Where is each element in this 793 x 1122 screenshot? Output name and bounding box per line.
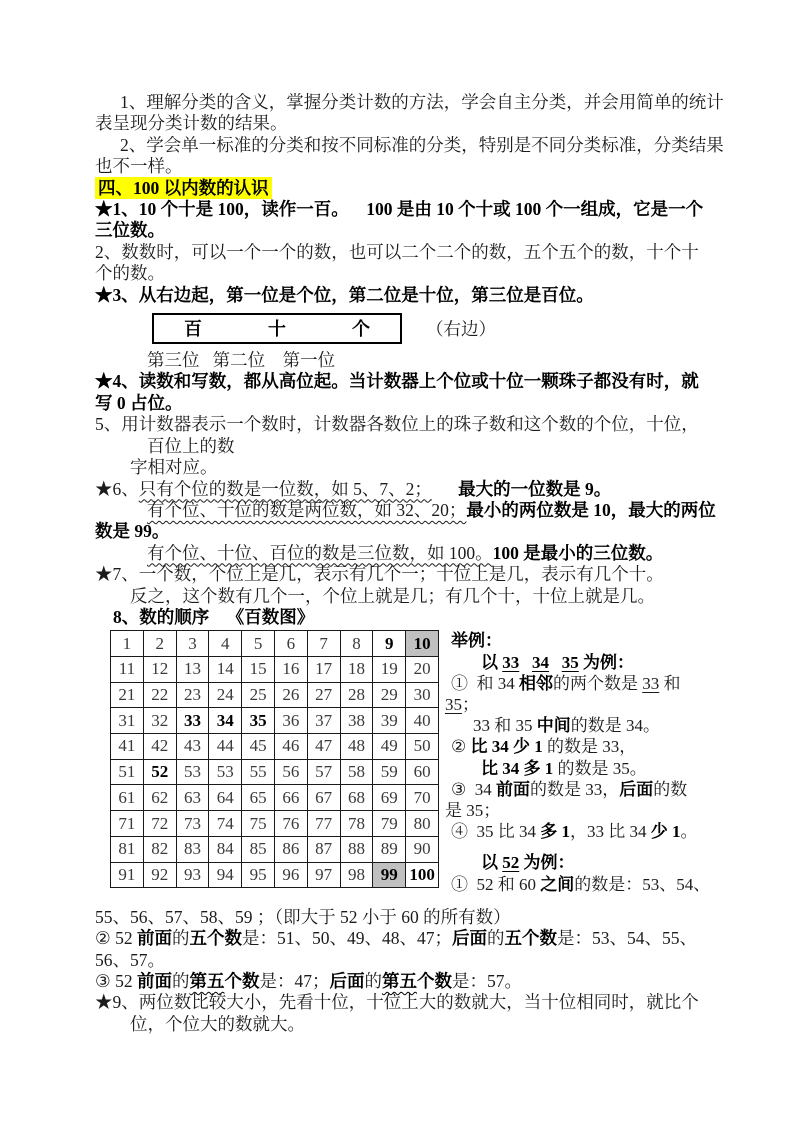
chart-cell: 99 — [373, 862, 406, 888]
text-segment: 只有个位的数是一位数，如 5、7、2； — [138, 478, 432, 499]
text-segment: ★1、10 个十是 100，读作一百。 100 是由 10 个十或 100 个一组成，它是一个 — [95, 199, 704, 220]
text-segment: 为例： — [578, 652, 634, 672]
text-segment: 2、学会单一标准的分类和按不同标准的分类，特别是不同分类标准，分类结果 — [120, 134, 724, 155]
table-row — [111, 811, 439, 837]
text-segment: 表呈现分类计数的结果。 — [95, 113, 288, 134]
text-segment: 前面 — [136, 928, 172, 949]
text-segment: 写 0 占位。 — [95, 392, 183, 413]
text-line — [451, 630, 710, 651]
blank-line — [451, 842, 710, 852]
place-value-row — [152, 313, 747, 343]
chart-cell: 32 — [143, 708, 176, 734]
chart-cell: 98 — [340, 862, 373, 888]
chart-cell: 8 — [340, 631, 373, 657]
text-segment: 比 34 多 1 — [480, 758, 554, 778]
text-segment: 最大的一位数是 9。 — [458, 478, 612, 499]
text-segment: ② — [450, 737, 471, 757]
chart-cell: 72 — [143, 811, 176, 837]
text-segment: ③ 52 — [95, 971, 137, 991]
chart-cell: 6 — [274, 631, 307, 657]
chart-cell: 52 — [143, 759, 176, 785]
chart-cell: 11 — [111, 657, 144, 683]
text-line — [473, 715, 710, 736]
text-segment: 字相对应。 — [130, 457, 218, 478]
table-row — [111, 759, 439, 785]
text-segment: 的 — [486, 928, 505, 949]
text-segment: 个数 — [416, 971, 452, 991]
chart-cell: 84 — [209, 836, 242, 862]
text-segment: ④ 35 比 34 — [450, 822, 541, 842]
text-line — [130, 457, 747, 478]
text-line — [147, 350, 747, 371]
chart-cell: 68 — [340, 785, 373, 811]
chart-cell: 3 — [176, 631, 209, 657]
chart-cell: 69 — [373, 785, 406, 811]
text-segment: 55、56、57、58、59 ；（即大于 52 小于 60 的所有数） — [95, 906, 511, 927]
chart-cell: 41 — [111, 734, 144, 760]
text-line — [95, 113, 747, 134]
text-segment: 35 — [444, 694, 462, 714]
chart-cell: 58 — [340, 759, 373, 785]
text-line — [451, 736, 710, 757]
text-line — [147, 500, 747, 521]
chart-cell: 29 — [373, 682, 406, 708]
chart-cell: 79 — [373, 811, 406, 837]
chart-cell: 66 — [274, 785, 307, 811]
text-segment: 后面 — [619, 779, 654, 799]
chart-cell: 85 — [242, 836, 275, 862]
chart-cell: 26 — [274, 682, 307, 708]
chart-cell: 7 — [307, 631, 340, 657]
text-segment: 的数 — [653, 779, 688, 799]
text-segment: 比 34 少 1 — [470, 737, 543, 757]
text-segment: 是：47； — [259, 971, 330, 991]
text-segment: 8、数的顺序 《百数图》 — [113, 606, 315, 627]
text-segment: 的数是 35。 — [553, 758, 647, 778]
chart-cell: 91 — [111, 862, 144, 888]
text-line — [481, 852, 710, 873]
text-line — [147, 436, 747, 457]
text-segment: 和 — [659, 673, 681, 693]
text-segment — [519, 653, 532, 672]
chart-cell: 36 — [274, 708, 307, 734]
text-segment: 33 — [642, 673, 660, 693]
text-line — [120, 135, 747, 156]
text-line — [451, 821, 710, 842]
chart-cell: 27 — [307, 682, 340, 708]
text-segment: 5、用计数器表示一个数时，计数器各数位上的珠子数和这个数的个位，十位， — [95, 414, 699, 435]
chart-cell: 18 — [340, 657, 373, 683]
chart-cell: 67 — [307, 785, 340, 811]
text-segment: ③ 34 — [450, 779, 496, 799]
text-segment: 的 — [364, 971, 382, 991]
chart-cell: 21 — [111, 682, 144, 708]
text-segment: 的数是 33， — [542, 737, 637, 757]
text-segment: 1、理解分类的含义，掌握分类计数的方法，学会自主分类，并会用简单的统计 — [120, 92, 724, 112]
text-line — [130, 586, 747, 607]
text-line — [95, 564, 747, 585]
chart-cell: 100 — [406, 862, 439, 888]
text-segment: ，33 比 34 — [569, 822, 651, 842]
text-line — [120, 92, 747, 113]
text-line — [95, 971, 747, 992]
text-line — [95, 220, 747, 241]
place-value-ones: 个 — [352, 319, 370, 340]
chart-cell: 25 — [242, 682, 275, 708]
chart-cell: 55 — [242, 759, 275, 785]
chart-cell: 80 — [406, 811, 439, 837]
chart-cell: 87 — [307, 836, 340, 862]
chart-cell: 77 — [307, 811, 340, 837]
text-line — [451, 874, 710, 895]
chart-cell: 78 — [340, 811, 373, 837]
text-segment: 五个数 — [189, 928, 242, 949]
chart-cell: 14 — [209, 657, 242, 683]
chart-cell: 61 — [111, 785, 144, 811]
table-row — [111, 657, 439, 683]
chart-cell: 90 — [406, 836, 439, 862]
chart-cell: 93 — [176, 862, 209, 888]
chart-cell: 5 — [242, 631, 275, 657]
chart-cell: 33 — [176, 708, 209, 734]
text-segment: 也不一样。 — [95, 156, 183, 177]
chart-cell: 92 — [143, 862, 176, 888]
text-segment: ② 52 — [95, 928, 137, 949]
chart-cell: 20 — [406, 657, 439, 683]
chart-cell: 53 — [209, 759, 242, 785]
chart-cell: 24 — [209, 682, 242, 708]
table-row — [111, 734, 439, 760]
text-segment: 百位上的数 — [147, 435, 235, 456]
text-segment: 之间 — [540, 874, 575, 894]
text-line — [95, 371, 747, 392]
text-line — [95, 393, 747, 414]
chart-cell: 95 — [242, 862, 275, 888]
place-value-caption: （右边） — [426, 318, 496, 339]
chart-cell: 96 — [274, 862, 307, 888]
chart-cell: 45 — [242, 734, 275, 760]
chart-cell: 34 — [209, 708, 242, 734]
place-value-tens: 十 — [268, 319, 286, 340]
text-segment: 100 是最小的三位数。 — [492, 542, 664, 563]
text-segment: 33 和 35 — [472, 716, 537, 736]
text-segment: 34 — [531, 652, 549, 672]
chart-cell: 71 — [111, 811, 144, 837]
text-segment: 的两个数是 — [552, 673, 643, 693]
text-line — [95, 907, 747, 928]
text-line — [95, 928, 747, 949]
text-segment: 有个位、十位、百位的数是三位数，如 100。 — [147, 542, 493, 563]
chart-cell: 23 — [176, 682, 209, 708]
chart-cell: 13 — [176, 657, 209, 683]
chart-cell: 75 — [242, 811, 275, 837]
chart-cell: 44 — [209, 734, 242, 760]
text-segment: 前面 — [495, 779, 530, 799]
text-line — [95, 950, 747, 971]
chart-cell: 73 — [176, 811, 209, 837]
text-segment — [432, 479, 458, 499]
chart-cell: 48 — [340, 734, 373, 760]
text-line — [95, 242, 747, 263]
text-segment: ★3、从右边起，第一位是个位，第二位是十位，第三位是百位。 — [95, 284, 594, 305]
text-segment: 是：51、50、49、48、47； — [241, 928, 452, 949]
text-segment: 位，个位大的数就大。 — [130, 1013, 305, 1034]
chart-cell: 37 — [307, 708, 340, 734]
chart-cell: 46 — [274, 734, 307, 760]
place-value-hundreds: 百 — [184, 319, 202, 340]
example-notes — [444, 630, 711, 894]
chart-cell: 86 — [274, 836, 307, 862]
text-segment: 的 — [171, 971, 190, 991]
text-segment: 最小的两位数是 10，最大的两位 — [466, 499, 716, 520]
chart-cell: 81 — [111, 836, 144, 862]
text-line — [95, 521, 747, 542]
text-segment: 是：53、54、55、 — [556, 928, 697, 949]
chart-cell: 35 — [242, 708, 275, 734]
text-segment: 的 — [171, 928, 190, 949]
chart-cell: 63 — [176, 785, 209, 811]
chart-cell: 64 — [209, 785, 242, 811]
text-segment: 后面 — [451, 928, 487, 949]
chart-cell: 94 — [209, 862, 242, 888]
text-segment: 35 — [561, 652, 579, 672]
chart-cell: 22 — [143, 682, 176, 708]
text-segment: 三位数。 — [95, 220, 165, 241]
chart-cell: 83 — [176, 836, 209, 862]
text-line — [95, 178, 747, 199]
text-line — [130, 1014, 747, 1035]
chart-cell: 4 — [209, 631, 242, 657]
text-segment: 的数是 34。 — [570, 716, 660, 736]
text-line — [445, 694, 710, 715]
text-segment: ★7、一个数，个位上是几，表示有几个一；十位上是几，表示有几个十。 — [95, 564, 664, 585]
text-segment: 以 — [480, 853, 503, 873]
chart-cell: 12 — [143, 657, 176, 683]
section-bottom — [95, 907, 747, 1035]
text-segment: 2、数数时，可以一个一个的数，也可以二个二个的数，五个五个的数，十个十 — [95, 241, 699, 262]
text-line — [147, 543, 747, 564]
chart-cell: 74 — [209, 811, 242, 837]
text-segment: 33 — [502, 652, 520, 672]
place-value-box — [152, 313, 402, 344]
text-segment: ★9、两位数比较大小，先看十位，十位上大的数就大，当十位相同时，就比个 — [95, 992, 699, 1013]
chart-cell: 47 — [307, 734, 340, 760]
chart-cell: 70 — [406, 785, 439, 811]
text-segment: 举例： — [450, 631, 502, 651]
chart-cell: 49 — [373, 734, 406, 760]
text-segment: 第五 — [381, 971, 417, 991]
text-segment: 第五 — [189, 971, 225, 991]
hundred-chart-row — [110, 630, 747, 894]
chart-cell: 82 — [143, 836, 176, 862]
chart-cell: 30 — [406, 682, 439, 708]
chart-cell: 42 — [143, 734, 176, 760]
chart-cell: 62 — [143, 785, 176, 811]
chart-cell: 56 — [274, 759, 307, 785]
text-segment: 五个数 — [504, 928, 557, 949]
text-segment: 多 1 — [540, 822, 570, 842]
text-segment: 有个位、十位的数是两位数，如 32、20； — [147, 499, 467, 520]
text-line — [481, 758, 710, 779]
chart-cell: 51 — [111, 759, 144, 785]
chart-cell: 19 — [373, 657, 406, 683]
chart-cell: 50 — [406, 734, 439, 760]
text-segment: 个的数。 — [95, 263, 165, 284]
chart-cell: 16 — [274, 657, 307, 683]
text-segment: 52 — [502, 853, 520, 873]
table-row — [111, 785, 439, 811]
text-line — [95, 414, 747, 435]
table-row — [111, 836, 439, 862]
chart-cell: 15 — [242, 657, 275, 683]
table-row — [111, 682, 439, 708]
chart-cell: 2 — [143, 631, 176, 657]
text-line — [481, 652, 710, 673]
text-segment: 56、57。 — [95, 949, 165, 970]
text-segment: 第三位 第二位 第一位 — [147, 350, 336, 371]
text-segment: 反之，这个数有几个一，个位上就是几；有几个十，十位上就是几。 — [130, 585, 655, 606]
text-line — [95, 285, 747, 306]
chart-cell: 89 — [373, 836, 406, 862]
chart-cell: 43 — [176, 734, 209, 760]
text-segment: 个数 — [224, 971, 260, 991]
chart-cell: 9 — [373, 631, 406, 657]
section-intro — [95, 92, 747, 306]
text-line — [445, 800, 710, 821]
chart-cell: 59 — [373, 759, 406, 785]
chart-cell: 65 — [242, 785, 275, 811]
chart-cell: 17 — [307, 657, 340, 683]
text-segment: 后面 — [329, 971, 365, 991]
chart-cell: 31 — [111, 708, 144, 734]
chart-cell: 39 — [373, 708, 406, 734]
chart-cell: 10 — [406, 631, 439, 657]
text-line — [95, 992, 747, 1013]
text-segment: 的数是：53、54、 — [574, 874, 711, 894]
text-segment: 少 1 — [650, 822, 681, 842]
text-line — [95, 479, 747, 500]
text-line — [95, 199, 747, 220]
chart-cell: 88 — [340, 836, 373, 862]
text-line — [95, 263, 747, 284]
text-line — [451, 673, 710, 694]
text-segment: 是 35； — [444, 800, 501, 820]
text-segment: 以 — [480, 652, 503, 672]
text-segment: 相邻 — [518, 673, 553, 693]
text-segment: ； — [461, 694, 479, 714]
text-segment: ★4、读数和写数，都从高位起。当计数器上个位或十位一颗珠子都没有时，就 — [95, 371, 699, 392]
chart-cell: 97 — [307, 862, 340, 888]
text-segment: 是：57。 — [451, 971, 522, 991]
highlighted-heading-text: 四、100 以内数的认识 — [95, 177, 272, 199]
hundred-chart-table — [110, 630, 439, 888]
text-line — [451, 779, 710, 800]
chart-cell: 38 — [340, 708, 373, 734]
chart-cell: 60 — [406, 759, 439, 785]
text-line — [113, 607, 747, 628]
text-segment: 数是 99。 — [95, 521, 170, 542]
text-segment: ★6、 — [95, 478, 139, 499]
text-segment — [549, 653, 562, 672]
section-place-value-notes — [95, 350, 747, 628]
text-segment: 中间 — [536, 716, 571, 736]
chart-cell: 57 — [307, 759, 340, 785]
table-row — [111, 862, 439, 888]
text-segment: 。 — [680, 822, 698, 842]
text-segment: 前面 — [136, 971, 172, 991]
chart-cell: 40 — [406, 708, 439, 734]
text-segment: 的数是 33， — [529, 779, 620, 799]
text-segment: ① 52 和 60 — [450, 874, 541, 894]
chart-cell: 1 — [111, 631, 144, 657]
text-segment: ① 和 34 — [450, 673, 519, 693]
chart-cell: 76 — [274, 811, 307, 837]
text-line — [95, 156, 747, 177]
table-row — [111, 631, 439, 657]
chart-cell: 28 — [340, 682, 373, 708]
text-segment: 为例： — [519, 853, 575, 873]
chart-cell: 53 — [176, 759, 209, 785]
table-row — [111, 708, 439, 734]
